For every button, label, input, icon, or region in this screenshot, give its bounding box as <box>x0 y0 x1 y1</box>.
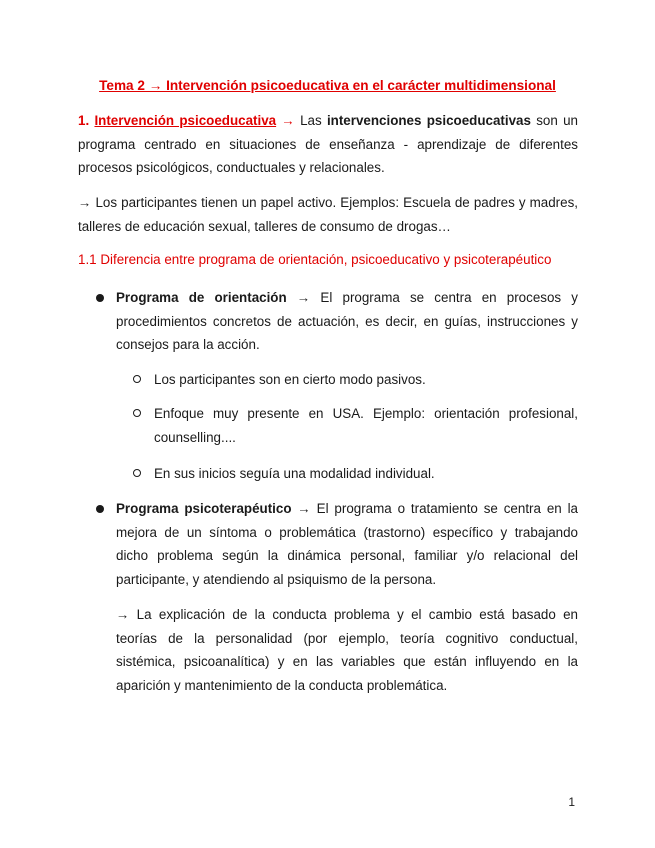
circle-bullet-icon <box>133 469 141 477</box>
subsection-heading: 1.1 Diferencia entre programa de orientación, psicoeducativo y psicoterapéutico <box>78 252 552 267</box>
circle-bullet-icon <box>133 375 141 383</box>
document-title: Tema 2 → Intervención psicoeducativa en el carácter multidimensional <box>99 78 556 93</box>
section-arrow: → <box>276 113 301 128</box>
section-bold-term: intervenciones psicoeducativas <box>326 113 531 128</box>
participants-paragraph: → Los participantes tienen un papel activo. Ejemplos: Escuela de padres y madres, talleres de educación sexual, talleres de consumo de drogas… <box>78 195 578 234</box>
psicoterapeutico-extra: → La explicación de la conducta problema y el cambio está basado en teorías de la personalidad (por ejemplo, teoría cognitivo conductual, sistémica, psicoanalítica) y en las variables que están influyendo en la aparición y mantenimiento de la conducta problemática. <box>116 607 578 693</box>
psicoterapeutico-label: Programa psicoterapéutico <box>116 501 292 516</box>
section-text-b: son un programa centrado en situaciones de enseñanza - aprendizaje de diferentes procesos psicológicos, conductuales y relacionales. <box>78 113 578 175</box>
section-text-a: Las <box>300 113 327 128</box>
circle-bullet-icon <box>133 409 141 417</box>
orientacion-label: Programa de orientación <box>116 290 287 305</box>
bullet-icon <box>96 294 104 302</box>
psicoterapeutico-text: → El programa o tratamiento se centra en la mejora de un síntoma o problemática (trastorno) específico y trabajando dicho problema según la dinámica personal, familiar y/o relacional del participante, y atendiendo al psiquismo de la persona. <box>116 501 578 587</box>
orientacion-text: → El programa se centra en procesos y procedimientos concretos de actuación, es decir, en guías, instrucciones y consejos para la acción. <box>116 290 578 352</box>
orientacion-item: Enfoque muy presente en USA. Ejemplo: orientación profesional, counselling.... <box>154 406 578 445</box>
section-1-paragraph <box>78 109 578 180</box>
section-heading: Intervención psicoeducativa <box>94 113 277 128</box>
orientacion-item: En sus inicios seguía una modalidad individual. <box>154 466 435 481</box>
section-number: 1. <box>78 113 90 128</box>
bullet-icon <box>96 505 104 513</box>
orientacion-bullet <box>116 286 578 357</box>
orientacion-item: Los participantes son en cierto modo pasivos. <box>154 372 426 387</box>
page-number: 1 <box>568 795 575 809</box>
psicoterapeutico-bullet <box>116 497 578 591</box>
